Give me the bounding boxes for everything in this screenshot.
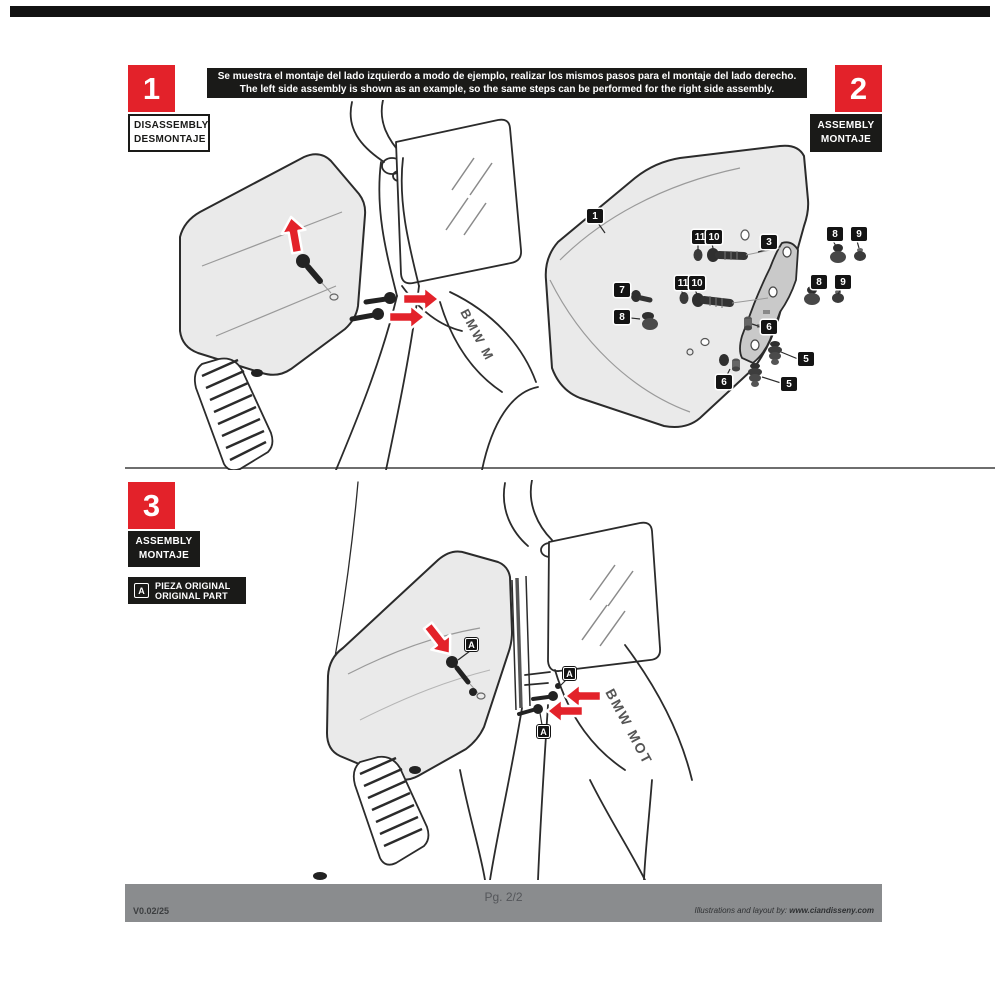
legend-text: [155, 581, 230, 601]
step-2-label-en: ASSEMBLY: [817, 120, 875, 131]
credit-text: [695, 906, 875, 915]
page-number: Pg. 2/2: [484, 890, 523, 904]
part-callout: 11: [675, 276, 691, 290]
step-3-label-en: ASSEMBLY: [135, 536, 193, 547]
original-part-legend: [128, 577, 246, 604]
part-callout: 1: [587, 209, 603, 223]
diagram-step-2-exploded-view: [540, 140, 995, 470]
red-arrow-left-icon: [565, 684, 601, 708]
step-2-number-text: 2: [849, 70, 868, 106]
credit-site: www.ciandisseny.com: [789, 906, 874, 915]
part-callout: 5: [798, 352, 814, 366]
part-callout: 8: [614, 310, 630, 324]
part-callout: 9: [835, 275, 851, 289]
footer-bar: [125, 884, 882, 922]
part-callout: 10: [706, 230, 722, 244]
part-callout: 6: [716, 375, 732, 389]
step-3-label-es: MONTAJE: [138, 550, 190, 561]
top-rule-bar: [10, 6, 990, 17]
bike-logo-text-step3: BMW MOT: [602, 685, 656, 768]
step-1-number-text: 1: [142, 70, 161, 106]
step-3-label: [128, 531, 200, 567]
original-part-marker: A: [563, 667, 576, 680]
part-callout: 7: [614, 283, 630, 297]
part-callout: 11: [692, 230, 708, 244]
part-callout: 3: [761, 235, 777, 249]
diagram-step-3-assembly: [300, 480, 700, 880]
original-part-marker: A: [465, 638, 478, 651]
legend-a-marker: A: [134, 583, 149, 598]
diagram-step-1-disassembly: [140, 100, 540, 470]
step-1-label-en: DISASSEMBLY: [134, 120, 209, 131]
legend-line-es: PIEZA ORIGINAL: [155, 580, 231, 591]
original-part-marker: A: [537, 725, 550, 738]
step-3-number-text: 3: [142, 487, 161, 523]
step-2-label-es: MONTAJE: [820, 134, 872, 145]
part-callout: 10: [689, 276, 705, 290]
bike-logo-text-step1: BMW M: [457, 306, 498, 364]
note-banner-line-en: The left side assembly is shown as an example, so the same steps can be performed for the right side assembly.: [239, 84, 775, 95]
step-1-label-es: DESMONTAJE: [134, 134, 206, 145]
step-3-number: [128, 482, 175, 529]
part-callout: 6: [761, 320, 777, 334]
note-banner-line-es: Se muestra el montaje del lado izquierdo a modo de ejemplo, realizar los mismos pasos para el montaje del lado derecho.: [217, 71, 797, 82]
step-2-number: [835, 65, 882, 112]
part-callout: 8: [811, 275, 827, 289]
credit-prefix: Illustrations and layout by:: [694, 906, 790, 915]
version-label: V0.02/25: [133, 906, 170, 916]
legend-line-en: ORIGINAL PART: [155, 590, 228, 601]
note-banner: [207, 68, 807, 98]
part-callout: 5: [781, 377, 797, 391]
part-callout: 9: [851, 227, 867, 241]
part-callout: 8: [827, 227, 843, 241]
